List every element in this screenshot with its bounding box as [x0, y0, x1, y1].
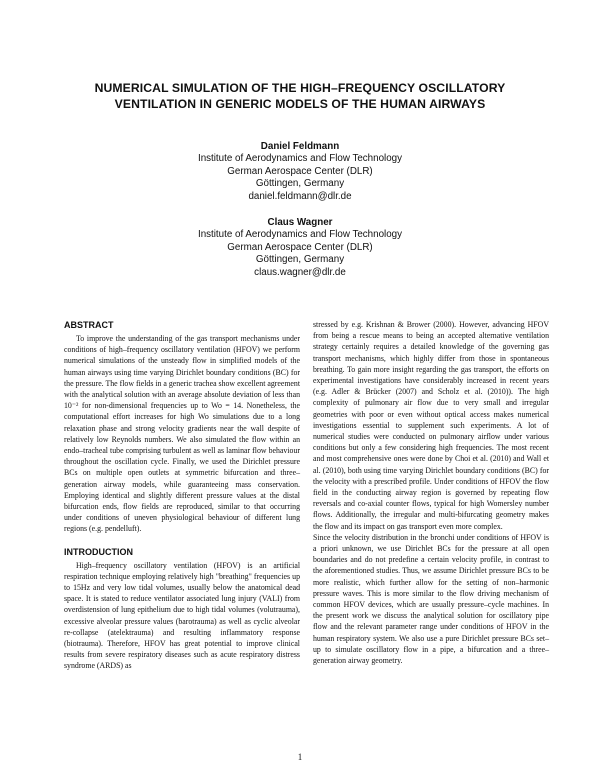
right-column — [313, 319, 549, 666]
left-column — [64, 319, 300, 672]
paper-title: NUMERICAL SIMULATION OF THE HIGH–FREQUENCY OSCILLATORY VENTILATION IN GENERIC MODELS OF THE HUMAN AIRWAYS — [94, 81, 506, 111]
author-center: German Aerospace Center (DLR) — [227, 241, 373, 253]
introduction-heading: INTRODUCTION — [64, 546, 133, 557]
author-center: German Aerospace Center (DLR) — [227, 165, 373, 177]
author-block-2 — [150, 217, 450, 279]
author-institute: Institute of Aerodynamics and Flow Technology — [197, 229, 403, 241]
author-email: claus.wagner@dlr.de — [254, 266, 346, 278]
author-city: Göttingen, Germany — [255, 178, 345, 190]
author-email: daniel.feldmann@dlr.de — [248, 190, 352, 202]
author-institute: Institute of Aerodynamics and Flow Technology — [197, 153, 403, 165]
introduction-text-continued: stressed by e.g. Krishnan & Brower (2000). However, advancing HFOV from being a rescue means to being an accepted alternative ventilation strategy certainly requires a detailed knowledge of the governing gas transport mechanisms, which highly differ from those in spontaneous breathing. To gain more insight regarding the gas transport, the efforts on experimental investigations have considerably increased in recent years (e.g. Adler & Brücker (2007) and Scholz et al. (2010)). The high complexity of pulmonary air flow due to very small and irregular geometries with poor or even without optical access makes numerical investigations essential to supplement such experiments. A lot of numerical studies were conducted on pulmonary airflow under various conditions but only a few considering high frequencies. The most recent and most comprehensive ones were done by Choi et al. (2010) and Wall et al. (2010), both using time varying Dirichlet boundary conditions (BC) for the velocity with a prescribed profile. Under conditions of HFOV the flow field in the conducting airway region is governed by repeating flow reversals and co-axial counter flows, typical for high Womersley number flows. Additionally, the irregular and multi-bifurcating geometry makes the flow and its impact on gas transport even more complex. — [313, 320, 549, 531]
introduction-text: High–frequency oscillatory ventilation (HFOV) is an artificial respiration technique employing relatively high "breathing" frequencies up to 15Hz and very low tidal volumes, usually below the anatomical dead space. It is stated to reduce ventilator associated lung injury (VALI) from overdistension of lung epithelium due to high tidal volumes (volutrauma), excessive alveolar pressure values (barotrauma) as well as cyclic alveolar re-collapse (atelektrauma) and resulting inflammatory response (biotrauma). Therefore, HFOV has great potential to improve clinical results from severe respiratory diseases such as acute respiratory distress syndrome (ARDS) as — [64, 560, 300, 671]
introduction-text-paragraph: Since the velocity distribution in the bronchi under conditions of HFOV is a priori unknown, we use Dirichlet BCs for the pressure at all open boundaries and do not predefine a certain velocity profile, in contrast to the aforementioned studies. Thus, we assume Dirichlet pressure BCs to be more realistic, which further allow for the setting of non–harmonic pressure waves. This is more similar to the flow driving mechanism of common HFOV devices, which are usually pressure–cycle machines. In the present work we discuss the analytical solution for oscillatory pipe flow and the relevant parameter range under conditions of HFOV in the human respiratory system. We also use a pure Dirichlet pressure BCs set–up to simulate oscillatory flow in a pipe, a bifurcation and a three–generation airway geometry. — [313, 532, 549, 666]
author-block-1 — [150, 141, 450, 203]
author-city: Göttingen, Germany — [255, 254, 345, 266]
page-number: 1 — [297, 752, 303, 762]
author-name: Claus Wagner — [267, 217, 333, 228]
abstract-heading: ABSTRACT — [64, 320, 114, 330]
abstract-text: To improve the understanding of the gas transport mechanisms under conditions of high–frequency oscillatory ventilation (HFOV) we perform numerical simulations of the unsteady flow in simplified models of the human airways using time varying Dirichlet boundary conditions (BC) for the pressure. The flow fields in a generic trachea show excellent agreement with the analytical solution with an average absolute deviation of less than 10⁻² for non-dimensional frequencies up to Wo = 14. Nonetheless, the computational effort increases for high Wo simulations due to a long relaxation phase and strong velocity gradients near the wall despite of relatively low Reynolds numbers. We also simulated the flow within an endo–tracheal tube comprising turbulent as well as laminar flow behaviour throughout the oscillation cycle. Finally, we used the Dirichlet pressure BCs on multiple open outlets at symmetric bifurcation and three–generation airway models, while guaranteeing mass conservation. Employing identical and slightly different pressure values at the distal bifurcation ends, flow fields are reproduced, similar to that occurring under conditions of uneven physiological behaviour of different lung regions (e.g. pendelluft). — [64, 334, 300, 534]
author-name: Daniel Feldmann — [260, 141, 340, 152]
